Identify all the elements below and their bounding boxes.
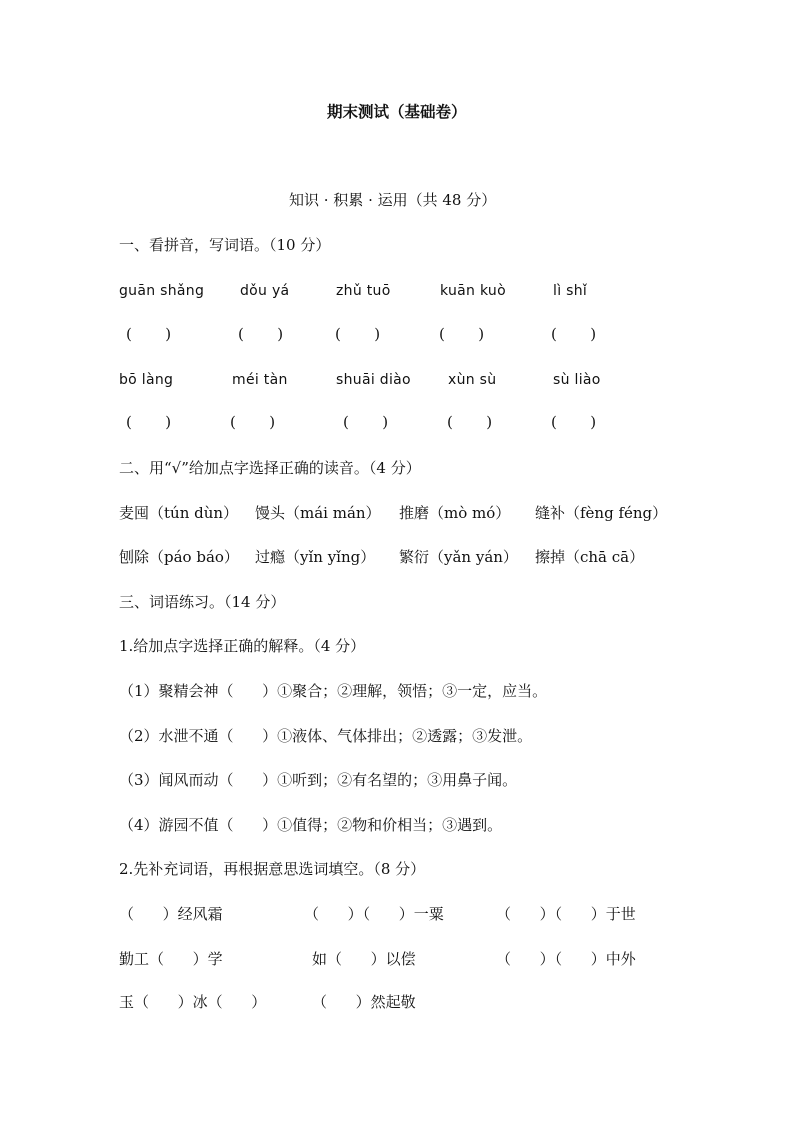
answer-blank[interactable]: ( ) xyxy=(447,413,493,431)
pinyin-5: lì shǐ xyxy=(553,283,588,299)
q3-sub1-heading: 1.给加点字选择正确的解释。（4 分） xyxy=(119,637,366,655)
pinyin-10: sù liào xyxy=(553,372,601,388)
definition-item: （3）闻风而动（ ）①听到；②有名望的；③用鼻子闻。 xyxy=(119,771,518,789)
answer-blank[interactable]: ( ) xyxy=(439,325,485,343)
q1-heading: 一、看拼音，写词语。（10 分） xyxy=(119,236,331,254)
pinyin-3: zhǔ tuō xyxy=(336,283,391,299)
pinyin-6: bō làng xyxy=(119,372,174,388)
reading-option[interactable]: 缝补（fèng féng） xyxy=(535,504,668,522)
q3-heading: 三、词语练习。（14 分） xyxy=(119,593,286,611)
reading-option[interactable]: 繁衍（yǎn yán） xyxy=(399,548,518,566)
reading-option[interactable]: 推磨（mò mó） xyxy=(399,504,511,522)
page-title: 期末测试（基础卷） xyxy=(327,102,467,121)
q3-sub2-heading: 2.先补充词语，再根据意思选词填空。（8 分） xyxy=(119,860,426,878)
reading-option[interactable]: 擦掉（chā cā） xyxy=(535,548,645,566)
pinyin-8: shuāi diào xyxy=(336,372,411,388)
pinyin-1: guān shǎng xyxy=(119,283,205,299)
idiom-fill[interactable]: （ ）（ ）于世 xyxy=(496,905,636,923)
pinyin-2: dǒu yá xyxy=(240,283,290,299)
idiom-fill[interactable]: （ ）经风霜 xyxy=(119,905,223,923)
answer-blank[interactable]: ( ) xyxy=(230,413,276,431)
pinyin-7: méi tàn xyxy=(232,372,288,388)
idiom-fill[interactable]: （ ）（ ）中外 xyxy=(496,950,636,968)
idiom-fill[interactable]: 勤工（ ）学 xyxy=(119,950,223,968)
answer-blank[interactable]: ( ) xyxy=(126,325,172,343)
answer-blank[interactable]: ( ) xyxy=(343,413,389,431)
reading-option[interactable]: 刨除（páo báo） xyxy=(119,548,239,566)
idiom-fill[interactable]: 玉（ ）冰（ ） xyxy=(119,993,267,1011)
idiom-fill[interactable]: （ ）（ ）一粟 xyxy=(304,905,444,923)
q2-heading: 二、用“√”给加点字选择正确的读音。（4 分） xyxy=(119,459,421,477)
answer-blank[interactable]: ( ) xyxy=(335,325,381,343)
idiom-fill[interactable]: 如（ ）以偿 xyxy=(312,950,416,968)
pinyin-4: kuān kuò xyxy=(440,283,506,299)
idiom-fill[interactable]: （ ）然起敬 xyxy=(312,993,416,1011)
reading-option[interactable]: 麦囤（tún dùn） xyxy=(119,504,239,522)
definition-item: （4）游园不值（ ）①值得；②物和价相当；③遇到。 xyxy=(119,816,503,834)
pinyin-9: xùn sù xyxy=(448,372,497,388)
answer-blank[interactable]: ( ) xyxy=(238,325,284,343)
reading-option[interactable]: 过瘾（yǐn yǐng） xyxy=(255,548,376,566)
answer-blank[interactable]: ( ) xyxy=(551,325,597,343)
answer-blank[interactable]: ( ) xyxy=(126,413,172,431)
section-heading: 知识 · 积累 · 运用（共 48 分） xyxy=(289,191,497,209)
definition-item: （2）水泄不通（ ）①液体、气体排出；②透露；③发泄。 xyxy=(119,727,533,745)
definition-item: （1）聚精会神（ ）①聚合；②理解，领悟；③一定，应当。 xyxy=(119,682,548,700)
reading-option[interactable]: 馒头（mái mán） xyxy=(255,504,381,522)
answer-blank[interactable]: ( ) xyxy=(551,413,597,431)
